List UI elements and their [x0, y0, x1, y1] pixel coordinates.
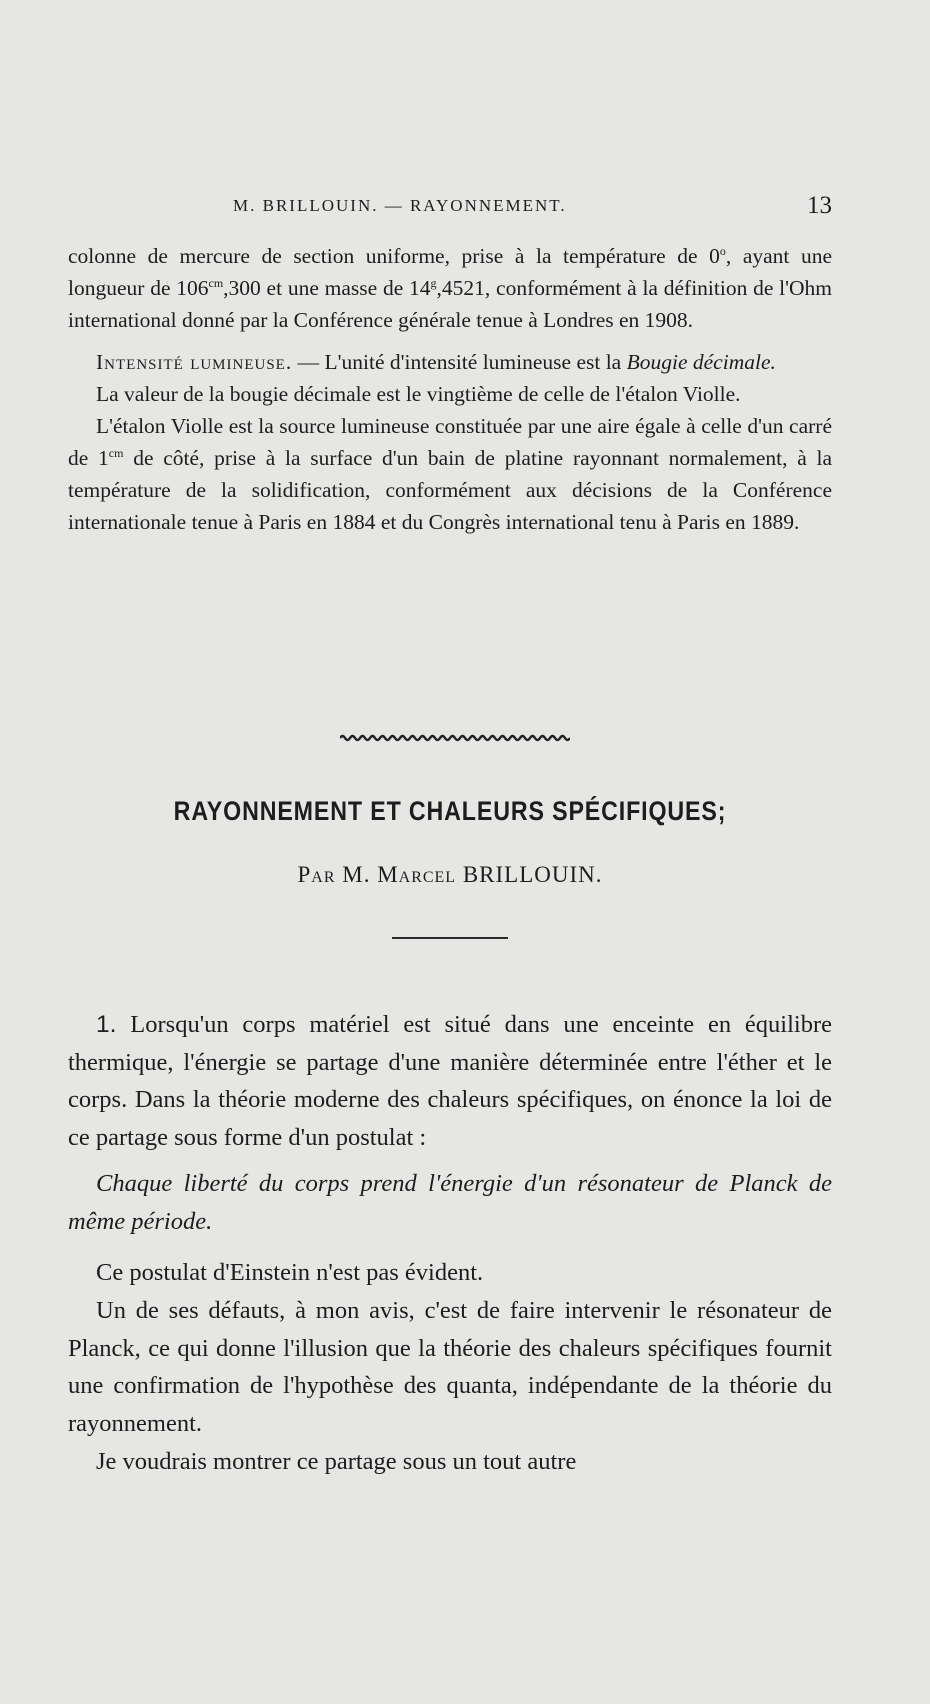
wavy-separator: [340, 733, 570, 743]
paragraph-bougie: La valeur de la bougie décimale est le vingtième de celle de l'étalon Violle.: [96, 382, 741, 406]
section-heading: Intensité lumineuse.: [96, 350, 293, 374]
text-run: ,300 et une masse de 14: [223, 276, 431, 300]
superscript: g: [430, 275, 437, 290]
postulate-statement: Chaque liberté du corps prend l'énergie d'un résonateur de Planck de même période.: [68, 1169, 832, 1235]
italic-term: Bougie décimale.: [626, 350, 776, 374]
byline-author-prefix: Par M. Marcel: [297, 862, 457, 887]
text-run: ,4521, conformément à la définition de l'Ohm international donné par la Conférence générale tenue à Londres en 1908.: [68, 276, 833, 332]
article-body: [68, 1006, 832, 1480]
running-header: [68, 192, 832, 222]
paragraph-ohm-definition: [68, 240, 832, 336]
text-run: — L'unité d'intensité lumineuse est la: [292, 350, 627, 374]
paragraph-intensite: [68, 346, 832, 378]
paragraph-defauts: Un de ses défauts, à mon avis, c'est de faire intervenir le résonateur de Planck, ce qui donne l'illusion que la théorie des chaleurs spécifiques fournit une confirmation de l'hypothèse des quanta, indépendante de la théorie du rayonnement.: [68, 1296, 832, 1438]
text-run: Lorsqu'un corps matériel est situé dans une enceinte en équilibre thermique, l'énergie se partage d'une manière déterminée entre l'éther et le corps. Dans la théorie moderne des chaleurs spécifiques, on énonce la loi de ce partage sous forme d'un postulat :: [68, 1011, 833, 1152]
paragraph-postulat: Ce postulat d'Einstein n'est pas évident.: [96, 1259, 484, 1287]
previous-article-text: [68, 240, 832, 538]
paragraph-1: [68, 1006, 832, 1157]
title-rule: [392, 937, 508, 939]
text-run: , ayant une longueur de 106: [68, 244, 832, 300]
paragraph-partage: Je voudrais montrer ce partage sous un tout autre: [96, 1447, 577, 1475]
superscript: cm: [108, 445, 124, 460]
page-number: 13: [807, 192, 832, 219]
text-run: de côté, prise à la surface d'un bain de platine rayonnant normalement, à la température de la solidification, conformément aux décisions de la Conférence internationale tenue à Paris en 1884 et du Congrès international tenu à Paris en 1889.: [68, 446, 833, 534]
text-run: colonne de mercure de section uniforme, prise à la température de 0: [68, 244, 720, 268]
byline: [68, 862, 832, 888]
superscript: o: [719, 243, 726, 258]
text-run: L'étalon Violle est la source lumineuse constituée par une aire égale à celle d'un carré de 1: [68, 414, 832, 470]
paragraph-etalon: [68, 410, 832, 538]
byline-author-name: BRILLOUIN.: [462, 862, 603, 887]
running-title: M. BRILLOUIN. — RAYONNEMENT.: [233, 196, 567, 215]
superscript: cm: [208, 275, 224, 290]
article-title: RAYONNEMENT ET CHALEURS SPÉCIFIQUES;: [173, 796, 727, 826]
section-number: 1.: [96, 1011, 117, 1038]
